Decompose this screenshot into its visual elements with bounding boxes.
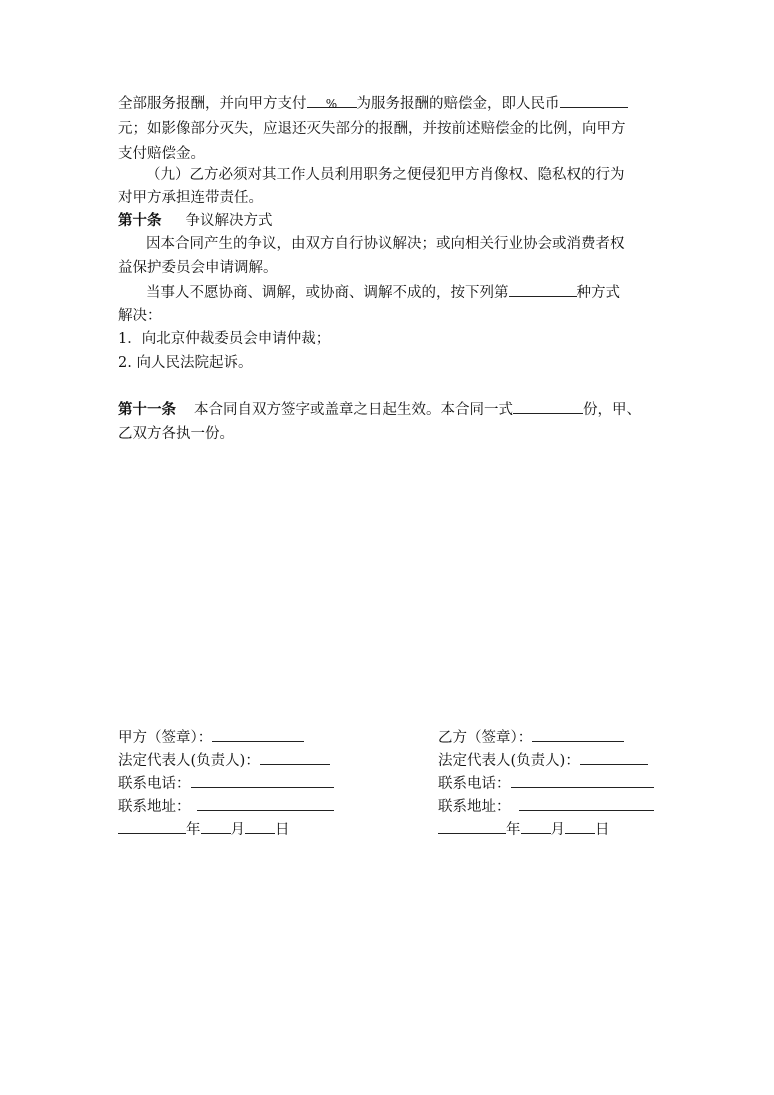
article10-p1-line2: 益保护委员会申请调解。 bbox=[118, 260, 278, 276]
article9-line2: 元；如影像部分灭失，应退还灭失部分的报酬，并按前述赔偿金的比例，向甲方 bbox=[118, 121, 626, 137]
party-a-date-row bbox=[118, 819, 290, 841]
item9-line1: （九）乙方必须对其工作人员利用职务之便侵犯甲方肖像权、隐私权的行为 bbox=[146, 167, 625, 183]
party-a-rep-row bbox=[118, 750, 330, 772]
article11-line1 bbox=[118, 399, 641, 421]
article10-option2: 2. 向人民法院起诉。 bbox=[118, 355, 253, 371]
percent-blank[interactable] bbox=[307, 93, 357, 111]
rmb-amount-blank[interactable] bbox=[560, 93, 628, 108]
article10-p2-text-b: 种方式 bbox=[576, 285, 620, 301]
party-b-year-label: 年 bbox=[506, 822, 521, 838]
party-b-address-blank[interactable] bbox=[519, 796, 654, 811]
party-b-year-blank[interactable] bbox=[438, 819, 506, 834]
party-b-rep-label: 法定代表人(负责人)： bbox=[438, 753, 580, 769]
party-b-rep-row bbox=[438, 750, 648, 772]
article11-line2: 乙双方各执一份。 bbox=[118, 426, 234, 442]
article9-line1 bbox=[118, 93, 628, 115]
item9-line2: 对甲方承担连带责任。 bbox=[118, 190, 263, 206]
party-a-year-label: 年 bbox=[186, 822, 201, 838]
party-a-rep-label: 法定代表人(负责人)： bbox=[118, 753, 260, 769]
method-number-blank[interactable] bbox=[509, 282, 577, 297]
party-b-month-blank[interactable] bbox=[521, 819, 551, 834]
party-a-day-blank[interactable] bbox=[245, 819, 275, 834]
party-b-day-label: 日 bbox=[595, 822, 610, 838]
party-a-phone-label: 联系电话： bbox=[118, 776, 191, 792]
article10-p2-text-a: 当事人不愿协商、调解，或协商、调解不成的，按下列第 bbox=[146, 285, 509, 301]
article10-p2-line1 bbox=[118, 282, 620, 304]
party-a-sign-row bbox=[118, 727, 304, 749]
article10-heading-line bbox=[118, 210, 273, 232]
party-b-phone-blank[interactable] bbox=[511, 773, 654, 788]
article9-text-b: 为服务报酬的赔偿金，即人民币 bbox=[356, 96, 560, 112]
article11-text-a: 本合同自双方签字或盖章之日起生效。本合同一式 bbox=[194, 402, 513, 418]
party-a-sign-blank[interactable] bbox=[212, 727, 304, 742]
party-b-sign-row bbox=[438, 727, 624, 749]
article11-text-b: 份，甲、 bbox=[583, 402, 641, 418]
party-b-date-row bbox=[438, 819, 610, 841]
party-b-sign-label: 乙方（签章）： bbox=[438, 730, 533, 746]
article11-heading: 第十一条 bbox=[118, 401, 176, 418]
party-a-year-blank[interactable] bbox=[118, 819, 186, 834]
percent-sign: % bbox=[325, 97, 338, 111]
party-a-sign-label: 甲方（签章）： bbox=[118, 730, 213, 746]
party-a-rep-blank[interactable] bbox=[260, 750, 330, 765]
party-b-sign-blank[interactable] bbox=[532, 727, 624, 742]
party-b-phone-row bbox=[438, 773, 654, 795]
party-a-address-blank[interactable] bbox=[197, 796, 334, 811]
article10-title: 争议解决方式 bbox=[185, 213, 273, 229]
party-b-month-label: 月 bbox=[550, 822, 565, 838]
party-b-phone-label: 联系电话： bbox=[438, 776, 511, 792]
article10-heading: 第十条 bbox=[118, 212, 162, 229]
party-a-day-label: 日 bbox=[275, 822, 290, 838]
party-b-address-label: 联系地址： bbox=[438, 799, 511, 815]
party-b-address-row bbox=[438, 796, 654, 818]
party-b-day-blank[interactable] bbox=[565, 819, 595, 834]
article10-p2-line2: 解决： bbox=[118, 308, 162, 324]
party-a-month-blank[interactable] bbox=[201, 819, 231, 834]
party-b-rep-blank[interactable] bbox=[580, 750, 648, 765]
article10-option1: 1．向北京仲裁委员会申请仲裁； bbox=[118, 331, 331, 347]
article9-line3: 支付赔偿金。 bbox=[118, 146, 205, 162]
article9-text-a: 全部服务报酬，并向甲方支付 bbox=[118, 96, 307, 112]
article10-p1-line1: 因本合同产生的争议，由双方自行协议解决；或向相关行业协会或消费者权 bbox=[146, 236, 625, 252]
party-a-phone-row bbox=[118, 773, 334, 795]
copies-blank[interactable] bbox=[513, 399, 583, 414]
party-a-phone-blank[interactable] bbox=[191, 773, 334, 788]
party-a-month-label: 月 bbox=[230, 822, 245, 838]
party-a-address-row bbox=[118, 796, 334, 818]
party-a-address-label: 联系地址： bbox=[118, 799, 191, 815]
